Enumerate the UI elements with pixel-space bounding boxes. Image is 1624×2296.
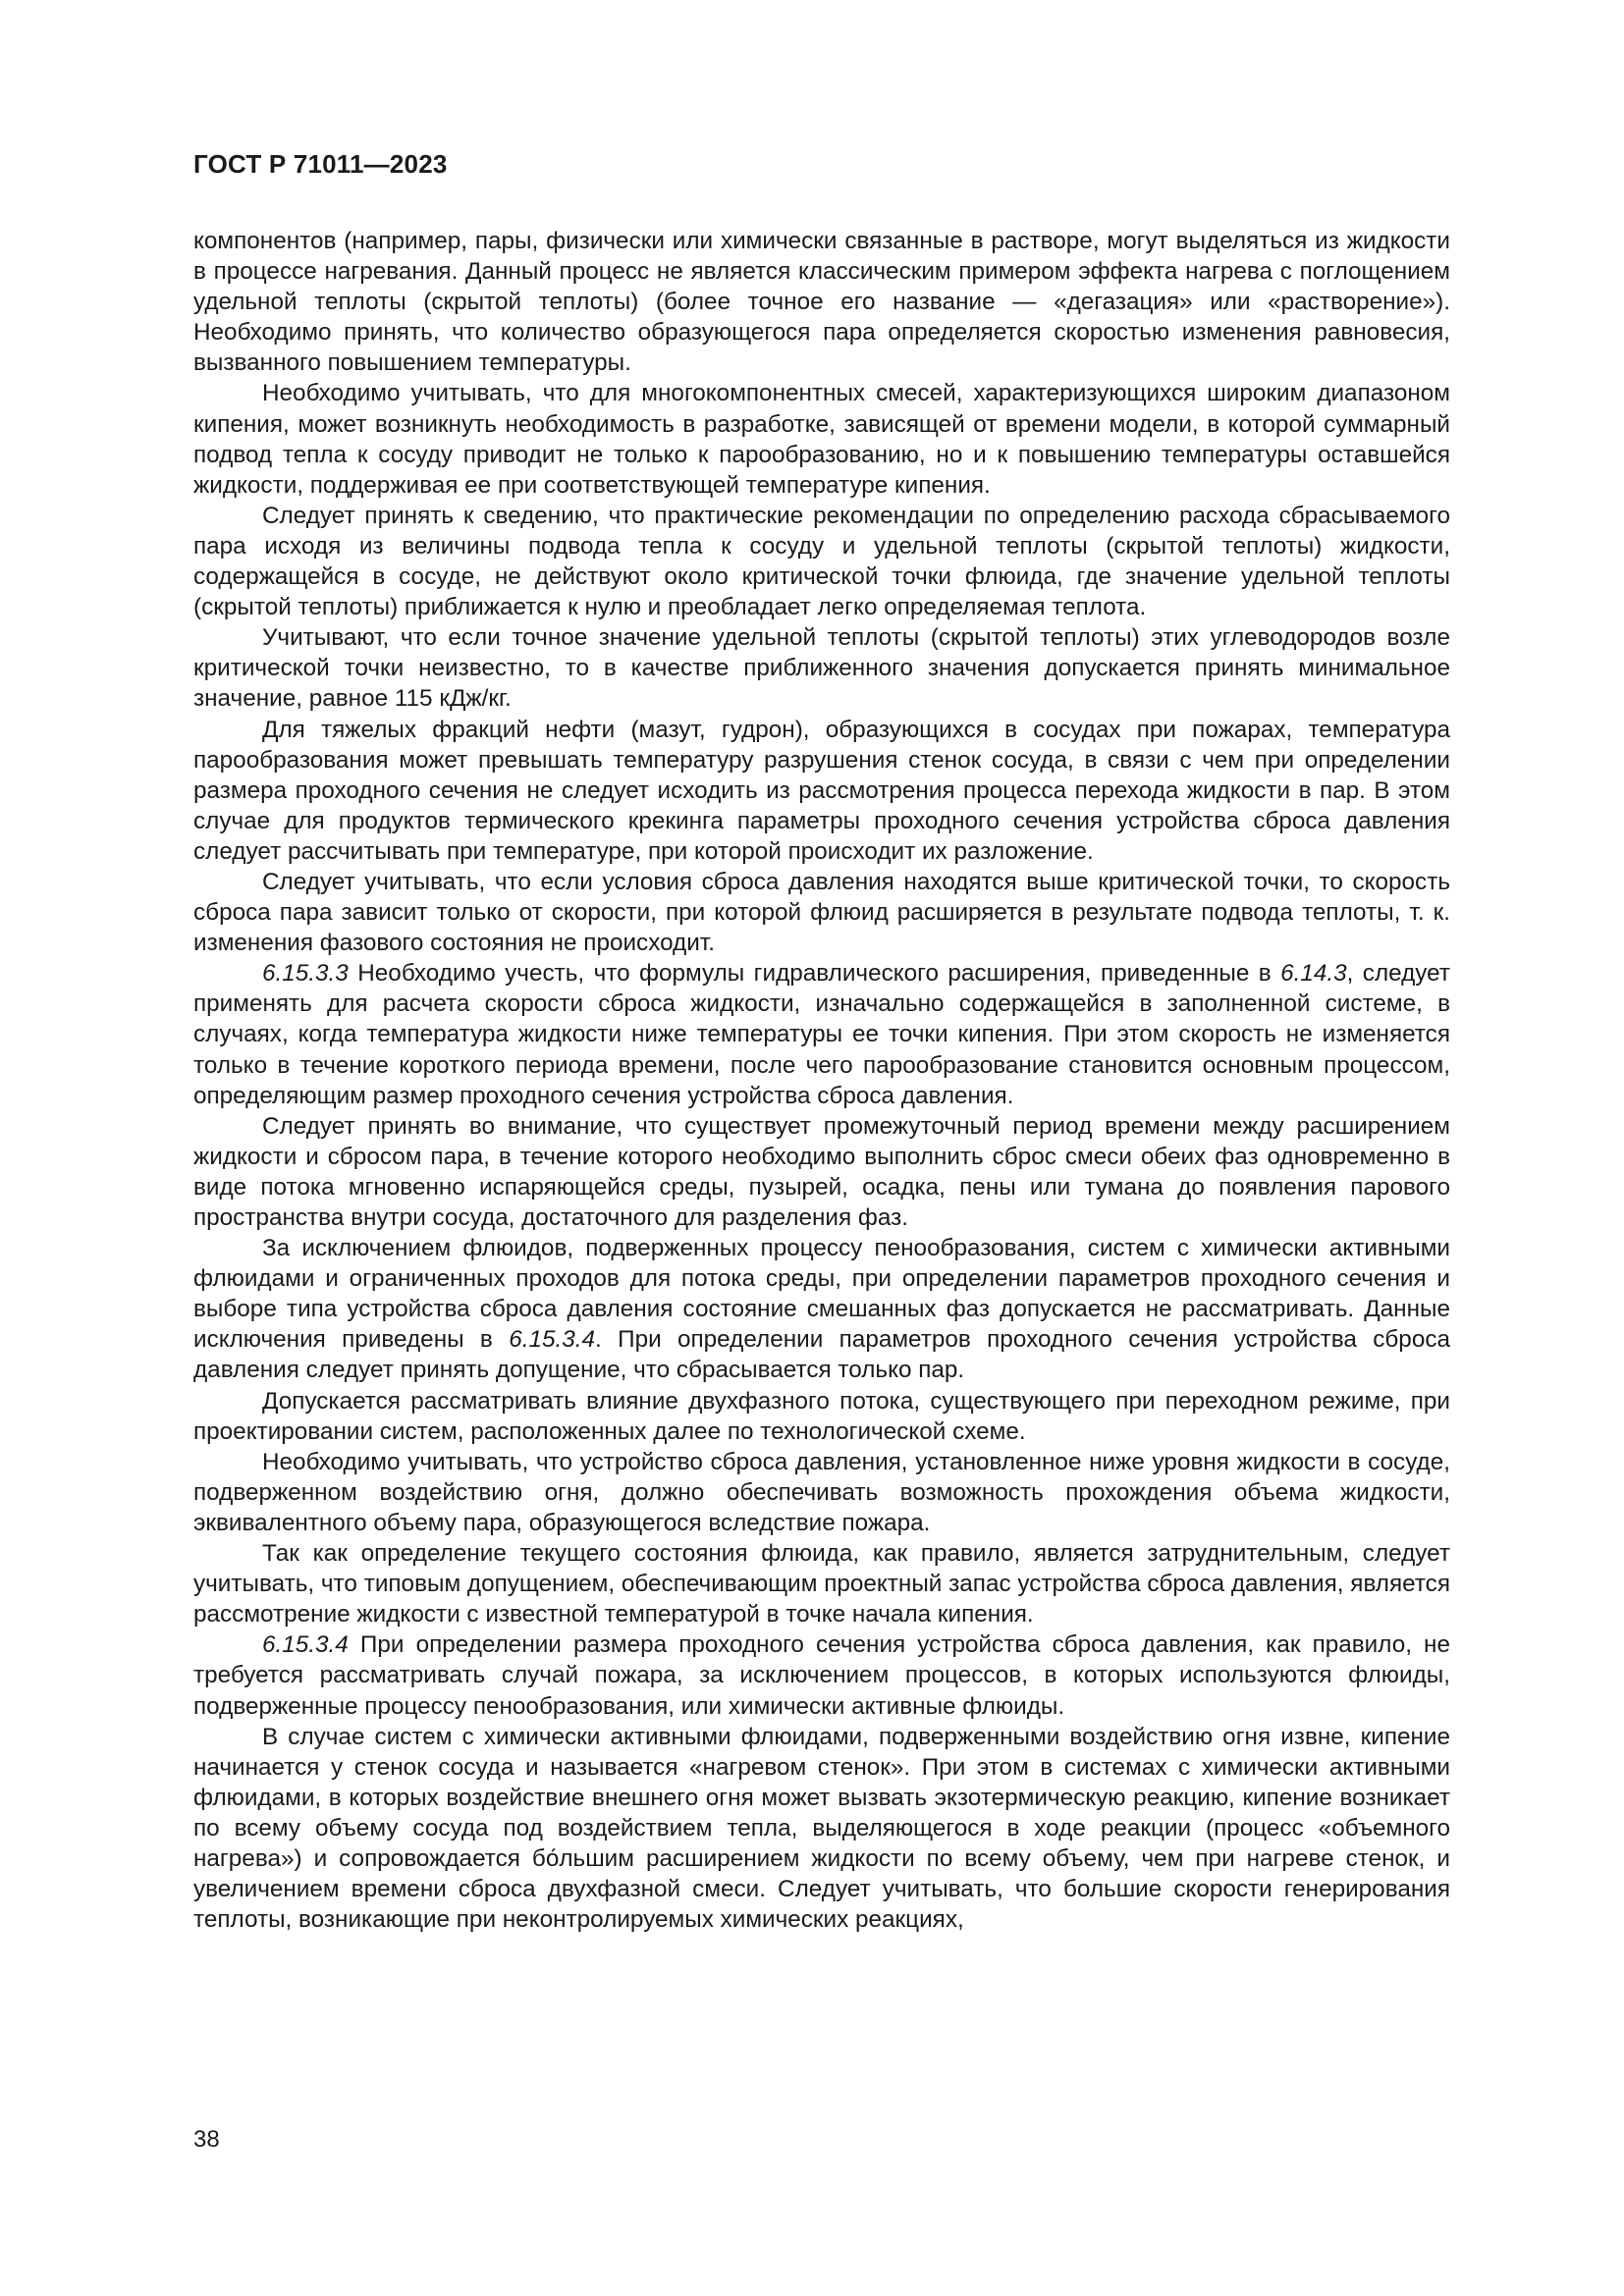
paragraph: компонентов (например, пары, физически или химически связанные в растворе, могут выделяться из жидкости в процессе нагревания. Данный процесс не является классическим примером эффекта нагрева с поглощением удельной теплоты (скрытой теплоты) (более точное его название — «дегазация» или «растворение»). Необходимо принять, что количество образующегося пара определяется скоростью изменения равновесия, вызванного повышением температуры. [193, 228, 1450, 377]
paragraph-6-15-3-4 [193, 1629, 1450, 1721]
paragraph: Допускается рассматривать влияние двухфазного потока, существующего при переходном режиме, при проектировании систем, расположенных далее по технологической схеме. [193, 1387, 1450, 1445]
paragraph: Следует учитывать, что если условия сброса давления находятся выше критической точки, то скорость сброса пара зависит только от скорости, при которой флюид расширяется в результате подвода теплоты, т. к. изменения фазового состояния не происходит. [193, 868, 1450, 957]
body-text [193, 226, 1450, 1935]
paragraph-text: За исключением флюидов, подверженных процессу пенообразования, систем с химически активными флюидами и ограниченных проходов для потока среды, при определении параметров проходного сечения и выборе типа устройства сброса давления состояние смешанных фаз допускается не рассматривать. Данные исключения приведены в [193, 1235, 1450, 1354]
document-header: ГОСТ Р 71011—2023 [193, 149, 448, 179]
paragraph-text: Необходимо учесть, что формулы гидравлического расширения, приведенные в [348, 960, 1281, 988]
paragraph-text: , следует применять для расчета скорости сброса жидкости, изначально содержащейся в заполненной системе, в случаях, когда температура жидкости ниже температуры ее точки кипения. При этом скорость не изменяется только в течение короткого периода времени, после чего парообразование становится основным процессом, определяющим размер проходного сечения устройства сброса давления. [193, 960, 1450, 1109]
paragraph: Необходимо учитывать, что для многокомпонентных смесей, характеризующихся широким диапазоном кипения, может возникнуть необходимость в разработке, зависящей от времени модели, в которой суммарный подвод тепла к сосуду приводит не только к парообразованию, но и к повышению температуры оставшейся жидкости, поддерживая ее при соответствующей температуре кипения. [193, 380, 1450, 499]
page-number: 38 [193, 2126, 220, 2153]
paragraph [193, 1233, 1450, 1385]
clause-ref: 6.15.3.4 [262, 1631, 349, 1659]
paragraph: Следует принять к сведению, что практические рекомендации по определению расхода сбрасываемого пара исходя из величины подвода тепла к сосуду и удельной теплоты (скрытой теплоты) жидкости, содержащейся в сосуде, не действуют около критической точки флюида, где значение удельной теплоты (скрытой теплоты) приближается к нулю и преобладает легко определяемая теплота. [193, 502, 1450, 621]
clause-ref: 6.14.3 [1280, 960, 1347, 988]
paragraph: Следует принять во внимание, что существует промежуточный период времени между расширением жидкости и сбросом пара, в течение которого необходимо выполнить сброс смеси обеих фаз одновременно в виде потока мгновенно испаряющейся среды, пузырей, осадка, пены или тумана до появления парового пространства внутри сосуда, достаточного для разделения фаз. [193, 1112, 1450, 1231]
paragraph: Для тяжелых фракций нефти (мазут, гудрон), образующихся в сосудах при пожарах, температура парообразования может превышать температуру разрушения стенок сосуда, в связи с чем при определении размера проходного сечения не следует исходить из рассмотрения процесса перехода жидкости в пар. В этом случае для продуктов термического крекинга параметры проходного сечения устройства сброса давления следует рассчитывать при температуре, при которой происходит их разложение. [193, 716, 1450, 865]
paragraph: Учитывают, что если точное значение удельной теплоты (скрытой теплоты) этих углеводородов возле критической точки неизвестно, то в качестве приближенного значения допускается принять минимальное значение, равное 115 кДж/кг. [193, 624, 1450, 713]
clause-ref: 6.15.3.4 [509, 1326, 596, 1354]
paragraph-text: . При определении параметров проходного сечения устройства сброса давления следует принять допущение, что сбрасывается только пар. [193, 1326, 1450, 1384]
paragraph: Так как определение текущего состояния флюида, как правило, является затруднительным, следует учитывать, что типовым допущением, обеспечивающим проектный запас устройства сброса давления, является рассмотрение жидкости с известной температурой в точке начала кипения. [193, 1540, 1450, 1629]
paragraph: Необходимо учитывать, что устройство сброса давления, установленное ниже уровня жидкости в сосуде, подверженном воздействию огня, должно обеспечивать возможность прохождения объема жидкости, эквивалентного объему пара, образующегося вследствие пожара. [193, 1448, 1450, 1536]
clause-ref: 6.15.3.3 [262, 960, 349, 988]
paragraph-6-15-3-3 [193, 958, 1450, 1110]
paragraph-text: При определении размера проходного сечения устройства сброса давления, как правило, не требуется рассматривать случай пожара, за исключением процессов, в которых используются флюиды, подверженные процессу пенообразования, или химически активные флюиды. [193, 1631, 1450, 1720]
paragraph: В случае систем с химически активными флюидами, подверженными воздействию огня извне, кипение начинается у стенок сосуда и называется «нагревом стенок». При этом в системах с химически активными флюидами, в которых воздействие внешнего огня может вызвать экзотермическую реакцию, кипение возникает по всему объему сосуда под воздействием тепла, выделяющегося в ходе реакции (процесс «объемного нагрева») и сопровождается бо́льшим расширением жидкости по всему объему, чем при нагреве стенок, и увеличением времени сброса двухфазной смеси. Следует учитывать, что большие скорости генерирования теплоты, возникающие при неконтролируемых химических реакциях, [193, 1723, 1450, 1934]
